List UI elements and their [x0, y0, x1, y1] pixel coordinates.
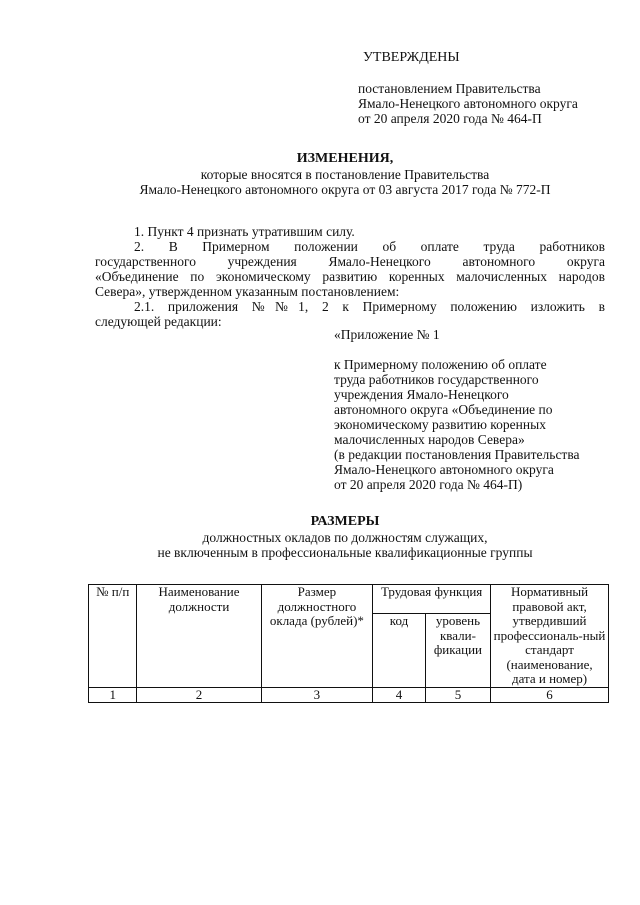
attachment-line: малочисленных народов Севера»	[334, 432, 525, 447]
attachment-line: труда работников государственного	[334, 372, 539, 387]
column-number-cell: 4	[373, 687, 426, 703]
item-1: 1. Пункт 4 признать утратившим силу.	[134, 224, 355, 239]
approval-line: Ямало-Ненецкого автономного округа	[358, 96, 578, 111]
changes-subtitle: Ямало-Ненецкого автономного округа от 03 августа 2017 года № 772-П	[139, 182, 551, 197]
attachment-line: автономного округа «Объединение по	[334, 402, 553, 417]
header-cell-salary: Размер должностного оклада (рублей)*	[261, 585, 373, 688]
attachment-line: учреждения Ямало-Ненецкого	[334, 387, 509, 402]
attachment-line: к Примерному положению об оплате	[334, 357, 547, 372]
approval-line: постановлением Правительства	[358, 81, 541, 96]
column-number-cell: 2	[137, 687, 261, 703]
item-2	[95, 239, 605, 299]
sizes-subtitle: не включенным в профессиональные квалификационные группы	[157, 545, 533, 560]
sizes-subtitle: должностных окладов по должностям служащих,	[202, 530, 488, 545]
attachment-line: от 20 апреля 2020 года № 464-П)	[334, 477, 523, 492]
item-2-line: «Объединение по экономическому развитию коренных малочисленных народов	[95, 269, 605, 284]
attachment-line: (в редакции постановления Правительства	[334, 447, 580, 462]
item-2-line: 2. В Примерном положении об оплате труда работников	[134, 239, 605, 254]
sizes-title: РАЗМЕРЫ	[310, 514, 380, 529]
approval-line: от 20 апреля 2020 года № 464-П	[358, 111, 542, 126]
item-2-1-line: следующей редакции:	[95, 314, 222, 329]
column-number-cell: 1	[89, 687, 137, 703]
salary-table	[88, 584, 609, 703]
changes-title: ИЗМЕНЕНИЯ,	[296, 151, 394, 166]
header-cell-act: Нормативный правовой акт, утвердивший профессиональ-ный стандарт (наименование, дата и номер)	[491, 585, 609, 688]
header-cell-name: Наименование должности	[137, 585, 261, 688]
attachment-line: Ямало-Ненецкого автономного округа	[334, 462, 554, 477]
approval-title: УТВЕРЖДЕНЫ	[363, 50, 460, 65]
changes-subtitle: которые вносятся в постановление Правительства	[200, 167, 490, 182]
table-header-row	[89, 585, 609, 614]
header-cell-code: код	[373, 614, 426, 688]
item-2-1	[95, 299, 605, 329]
header-cell-level: уровень квали-фикации	[425, 614, 490, 688]
column-number-cell: 5	[425, 687, 490, 703]
attachment-title: «Приложение № 1	[334, 327, 440, 342]
item-2-line: Севера», утвержденном указанным постановлением:	[95, 284, 400, 299]
item-2-1-line: 2.1. приложения №№1, 2 к Примерному положению изложить в	[134, 299, 605, 314]
header-cell-function: Трудовая функция	[373, 585, 491, 614]
header-cell-number: № п/п	[89, 585, 137, 688]
table-row	[89, 687, 609, 703]
attachment-line: экономическому развитию коренных	[334, 417, 546, 432]
item-2-line: государственного учреждения Ямало-Ненецкого автономного округа	[95, 254, 605, 269]
column-number-cell: 6	[491, 687, 609, 703]
column-number-cell: 3	[261, 687, 373, 703]
